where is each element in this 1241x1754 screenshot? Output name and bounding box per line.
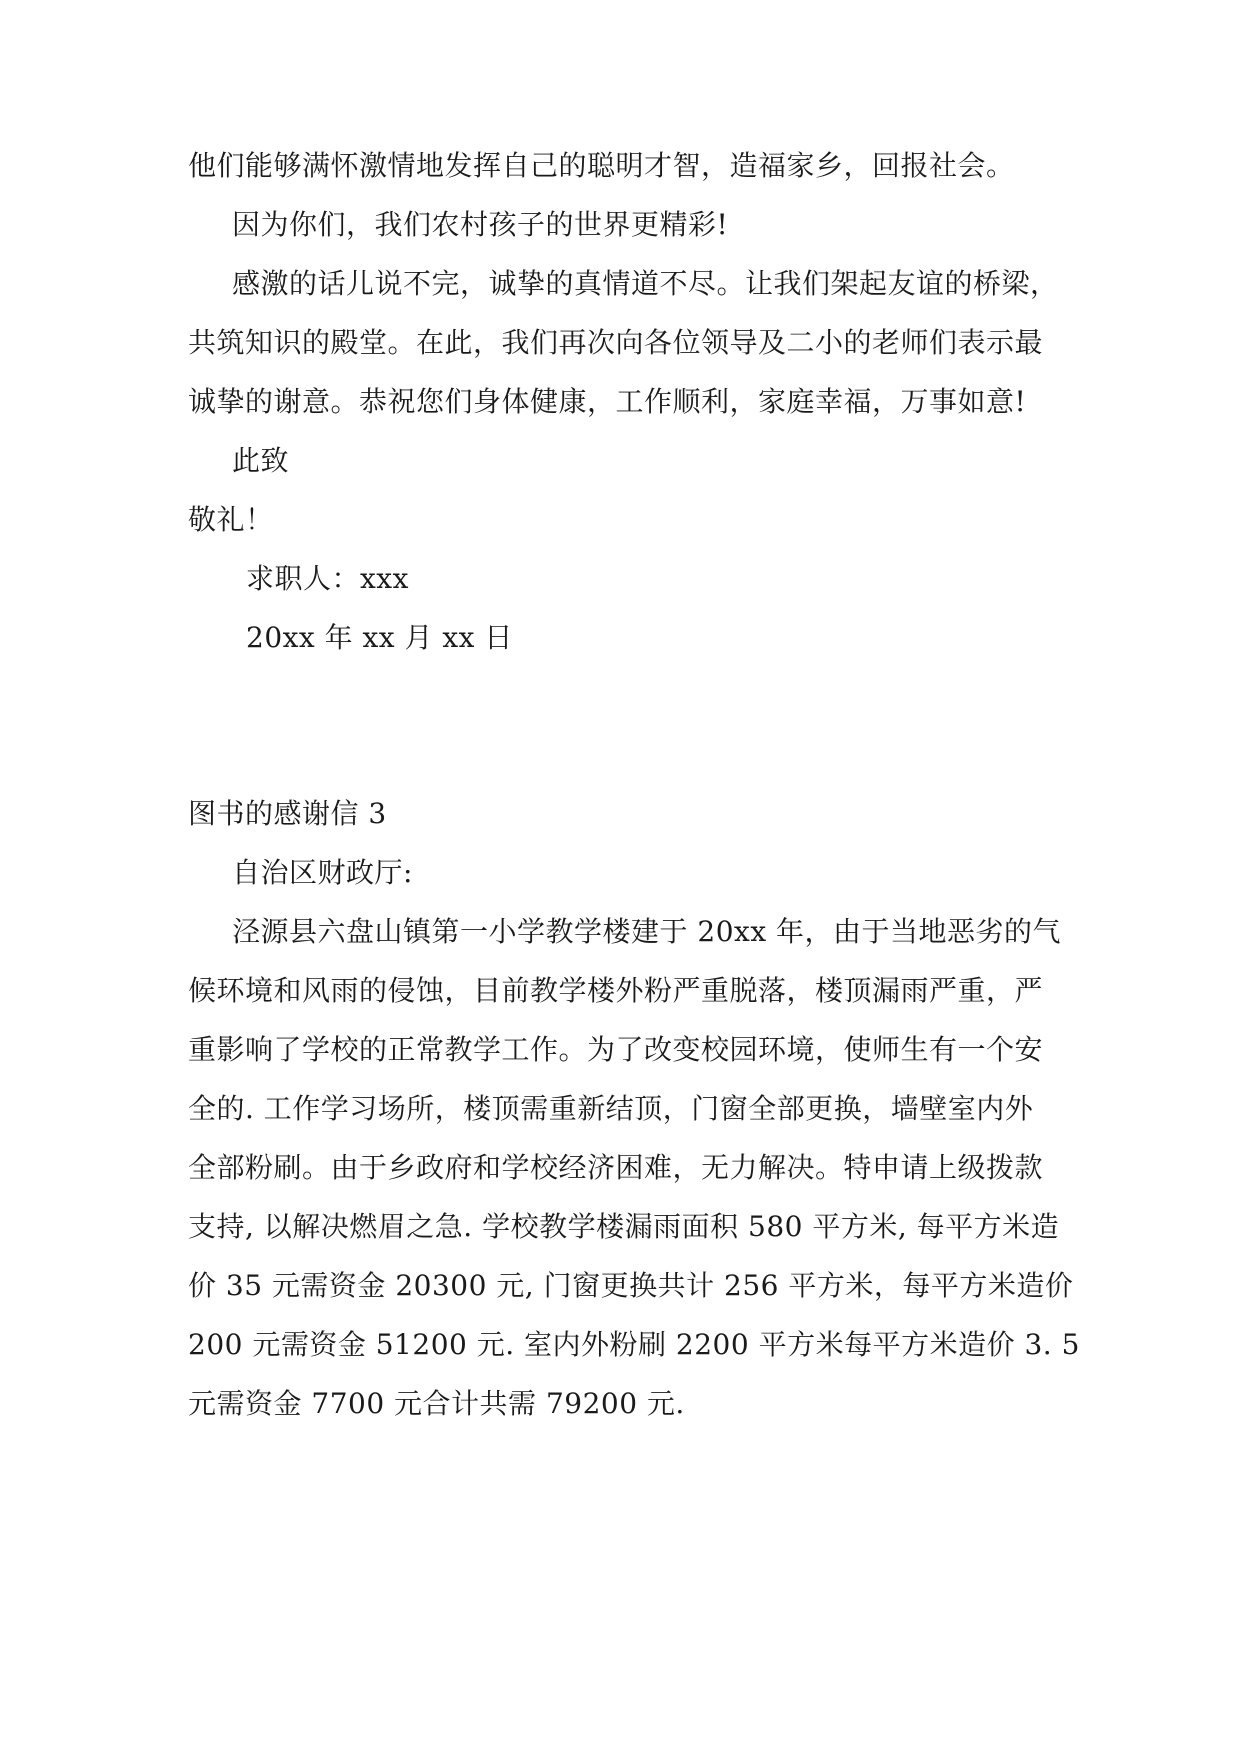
body-line: 全部粉刷。由于乡政府和学校经济困难，无力解决。特申请上级拨款	[188, 1151, 1044, 1184]
body-line: 重影响了学校的正常教学工作。为了改变校园环境，使师生有一个安	[188, 1033, 1044, 1066]
body-line: 200 元需资金 51200 元. 室内外粉刷 2200 平方米每平方米造价 3. 5	[188, 1328, 1080, 1361]
body-line: 价 35 元需资金 20300 元, 门窗更换共计 256 平方米，每平方米造价	[188, 1269, 1074, 1302]
signature-line: 求职人：xxx	[246, 562, 409, 595]
letter-title: 图书的感谢信 3	[188, 797, 387, 830]
paragraph-line: 因为你们，我们农村孩子的世界更精彩!	[232, 208, 729, 241]
body-line: 全的. 工作学习场所，楼顶需重新结顶，门窗全部更换，墙壁室内外	[188, 1092, 1034, 1125]
paragraph-line: 他们能够满怀激情地发挥自己的聪明才智，造福家乡，回报社会。	[188, 149, 1015, 182]
body-line: 泾源县六盘山镇第一小学教学楼建于 20xx 年，由于当地恶劣的气	[232, 915, 1062, 948]
salutation: 自治区财政厅:	[232, 856, 413, 889]
closing-line-2: 敬礼！	[188, 503, 274, 536]
paragraph-line: 共筑知识的殿堂。在此，我们再次向各位领导及二小的老师们表示最	[188, 326, 1044, 359]
paragraph-line: 诚挚的谢意。恭祝您们身体健康，工作顺利，家庭幸福，万事如意!	[188, 385, 1027, 418]
closing-line-1: 此致	[232, 444, 290, 477]
body-line: 元需资金 7700 元合计共需 79200 元.	[188, 1387, 685, 1420]
date-line: 20xx 年 xx 月 xx 日	[246, 621, 513, 654]
paragraph-line: 感激的话儿说不完，诚挚的真情道不尽。让我们架起友谊的桥梁，	[232, 267, 1059, 300]
body-line: 支持, 以解决燃眉之急. 学校教学楼漏雨面积 580 平方米, 每平方米造	[188, 1210, 1060, 1243]
body-line: 候环境和风雨的侵蚀，目前教学楼外粉严重脱落，楼顶漏雨严重，严	[188, 974, 1044, 1007]
